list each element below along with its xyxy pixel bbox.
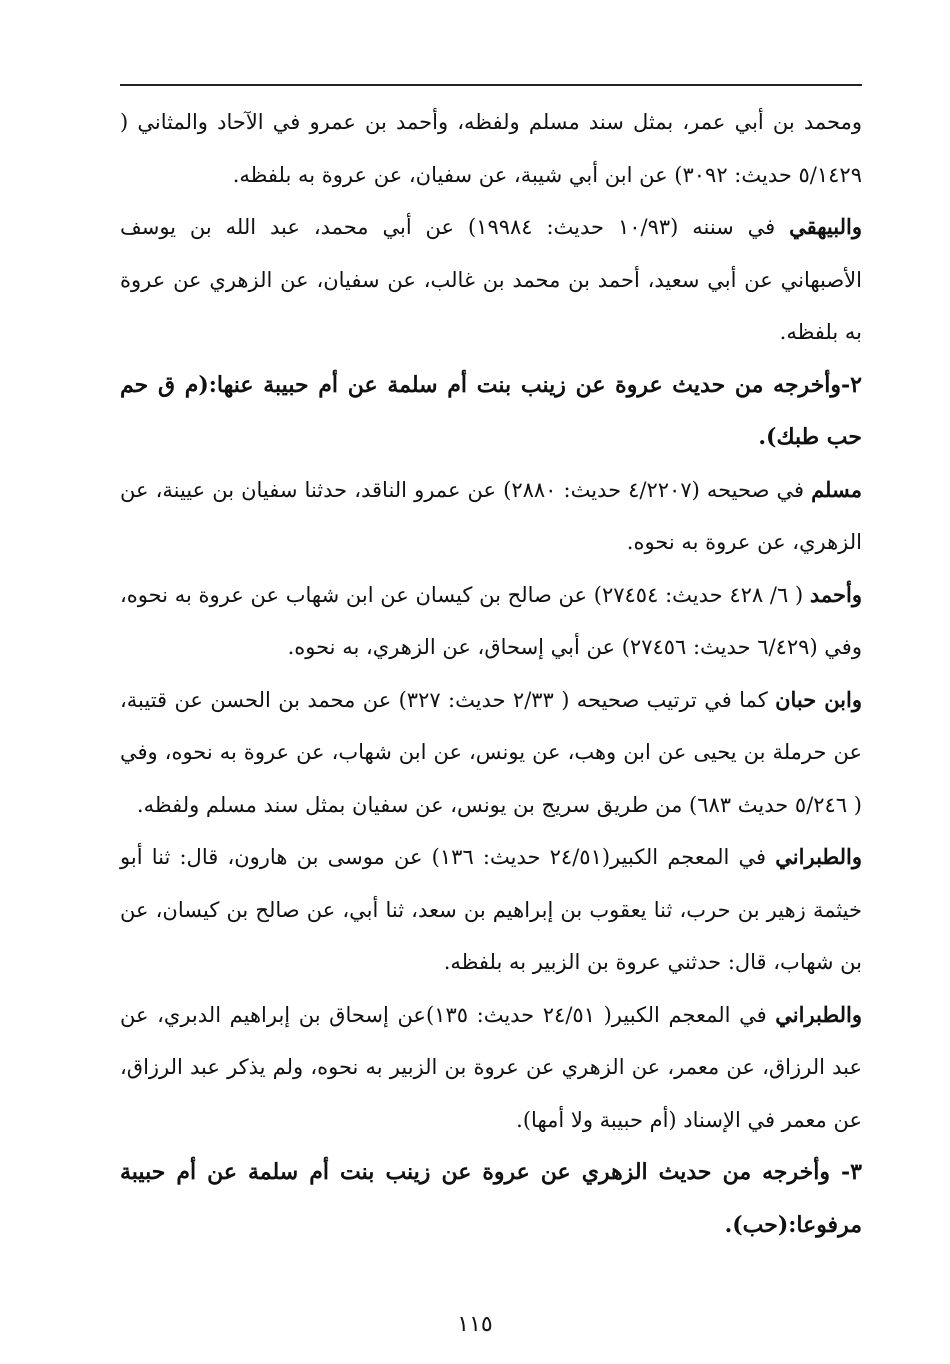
paragraph-1 xyxy=(120,96,862,201)
paragraph-lead: والطبراني xyxy=(775,844,863,869)
paragraph-7 xyxy=(120,989,862,1147)
paragraph-text: كما في ترتيب صحيحه ( ٢/٣٣ حديث: ٣٢٧) عن محمد بن الحسن عن قتيبة، عن حرملة بن يحيى عن ابن وهب، عن يونس، عن ابن شهاب، عن عروة به نحوه، وفي ( ٥/٢٤٦ حديث ٦٨٣) من طريق سريج بن يونس، عن سفيان بمثل سند مسلم ولفظه. xyxy=(120,687,862,817)
paragraph-text: في المعجم الكبير( ٢٤/٥١ حديث: ١٣٥)عن إسحاق بن إبراهيم الدبري، عن عبد الرزاق، عن معمر، عن الزهري عن عروة بن الزبير به نحوه، ولم يذكر عبد الرزاق، عن معمر في الإسناد (أم حبيبة ولا أمها). xyxy=(120,1002,862,1132)
paragraph-text: في سننه (١٠/٩٣ حديث: ١٩٩٨٤) عن أبي محمد، عبد الله بن يوسف الأصبهاني عن أبي سعيد، أحمد بن محمد بن غالب، عن سفيان، عن الزهري عن عروة به بلفظه. xyxy=(120,215,862,344)
paragraph-5 xyxy=(120,674,862,832)
paragraph-2 xyxy=(120,201,862,359)
page-number: ١١٥ xyxy=(457,1312,493,1337)
paragraph-4 xyxy=(120,569,862,674)
paragraph-lead: وابن حبان xyxy=(775,686,863,712)
paragraph-text: في صحيحه (٤/٢٢٠٧ حديث: ٢٨٨٠) عن عمرو الناقد، حدثنا سفيان بن عيينة، عن الزهري، عن عروة به نحوه. xyxy=(120,477,862,554)
paragraph-lead: وأحمد xyxy=(809,581,862,607)
paragraph-lead: مسلم xyxy=(811,476,862,502)
section-heading-3: ٣- وأخرجه من حديث الزهري عن عروة عن زينب بنت أم سلمة عن أم حبيبة مرفوعا:(حب). xyxy=(120,1159,862,1238)
paragraph-3 xyxy=(120,464,862,569)
paragraph-lead: والبيهقي xyxy=(789,214,862,239)
section-heading-2: ٢-وأخرجه من حديث عروة عن زينب بنت أم سلمة عن أم حبيبة عنها:(م ق حم حب طبك). xyxy=(120,371,862,450)
paragraph-text: في المعجم الكبير(٢٤/٥١ حديث: ١٣٦) عن موسى بن هارون، قال: ثنا أبو خيثمة زهير بن حرب، ثنا يعقوب بن إبراهيم بن سعد، ثنا أبي، عن صالح بن كيسان، عن بن شهاب، قال: حدثني عروة بن الزبير به بلفظه. xyxy=(120,845,862,974)
paragraph-text: ومحمد بن أبي عمر، بمثل سند مسلم ولفظه، وأحمد بن عمرو في الآحاد والمثاني ( ٥/١٤٢٩ حديث: ٣٠٩٢) عن ابن أبي شيبة، عن سفيان، عن عروة به بلفظه. xyxy=(120,110,862,187)
paragraph-lead: والطبراني xyxy=(775,1001,862,1027)
page-body xyxy=(120,96,862,1251)
header-rule xyxy=(120,84,862,86)
paragraph-text: ( ٦/ ٤٢٨ حديث: ٢٧٤٥٤) عن صالح بن كيسان عن ابن شهاب عن عروة به نحوه، وفي (٦/٤٢٩ حديث: ٢٧٤٥٦) عن أبي إسحاق، عن الزهري، به نحوه. xyxy=(120,582,862,659)
paragraph-6 xyxy=(120,831,862,989)
